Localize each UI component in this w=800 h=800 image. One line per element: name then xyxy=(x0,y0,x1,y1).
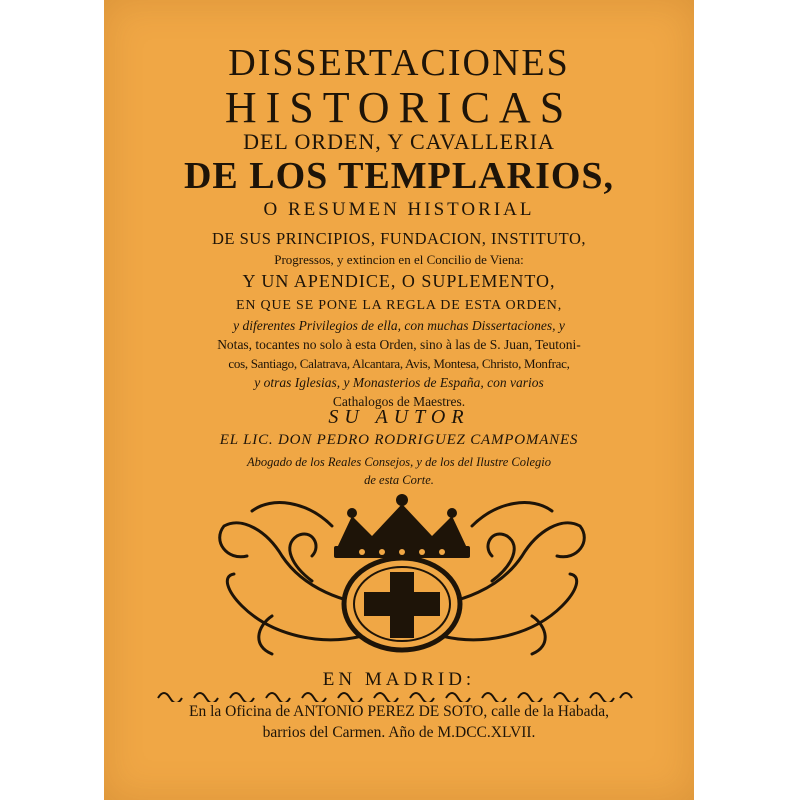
body-line-4: cos, Santiago, Calatrava, Alcantara, Avis, Montesa, Christo, Monfrac, xyxy=(228,356,570,371)
author-heading: SU AUTOR xyxy=(328,406,470,428)
author-role-line-2: de esta Corte. xyxy=(364,473,434,487)
city-line: EN MADRID: xyxy=(322,669,476,690)
title-line-3: DEL ORDEN, Y CAVALLERIA xyxy=(243,129,555,154)
subtitle-line-3: Progressos, y extincion en el Concilio de Viena: xyxy=(274,252,524,267)
author-role-line-1: Abogado de los Reales Consejos, y de los del Ilustre Colegio xyxy=(246,455,551,469)
title-line-1: DISSERTACIONES xyxy=(228,42,570,84)
title-line-2: HISTORICAS xyxy=(224,83,574,132)
title-page xyxy=(104,0,694,800)
title-line-4: DE LOS TEMPLARIOS, xyxy=(183,155,615,197)
subtitle-line-2: DE SUS PRINCIPIOS, FUNDACION, INSTITUTO, xyxy=(211,229,587,248)
imprint-line-2: barrios del Carmen. Año de M.DCC.XLVII. xyxy=(262,724,536,741)
crowned-cross-coat-of-arms-icon xyxy=(212,486,592,666)
body-line-5: y otras Iglesias, y Monasterios de España, con varios xyxy=(254,375,544,390)
appendix-line: Y UN APENDICE, O SUPLEMENTO, xyxy=(242,271,556,291)
author-name: EL LIC. DON PEDRO RODRIGUEZ CAMPOMANES xyxy=(219,432,579,448)
body-line-3: Notas, tocantes no solo à esta Orden, sino à las de S. Juan, Teutoni- xyxy=(217,337,581,352)
imprint-line-1: En la Oficina de ANTONIO PEREZ DE SOTO, calle de la Habada, xyxy=(189,703,609,720)
body-line-2: y diferentes Privilegios de ella, con muchas Dissertaciones, y xyxy=(233,318,565,333)
subtitle-line-1: O RESUMEN HISTORIAL xyxy=(263,199,535,220)
body-line-6: Cathalogos de Maestres. xyxy=(332,394,466,409)
printers-ornament-border-icon xyxy=(154,688,644,702)
body-line-1: EN QUE SE PONE LA REGLA DE ESTA ORDEN, xyxy=(236,298,562,313)
